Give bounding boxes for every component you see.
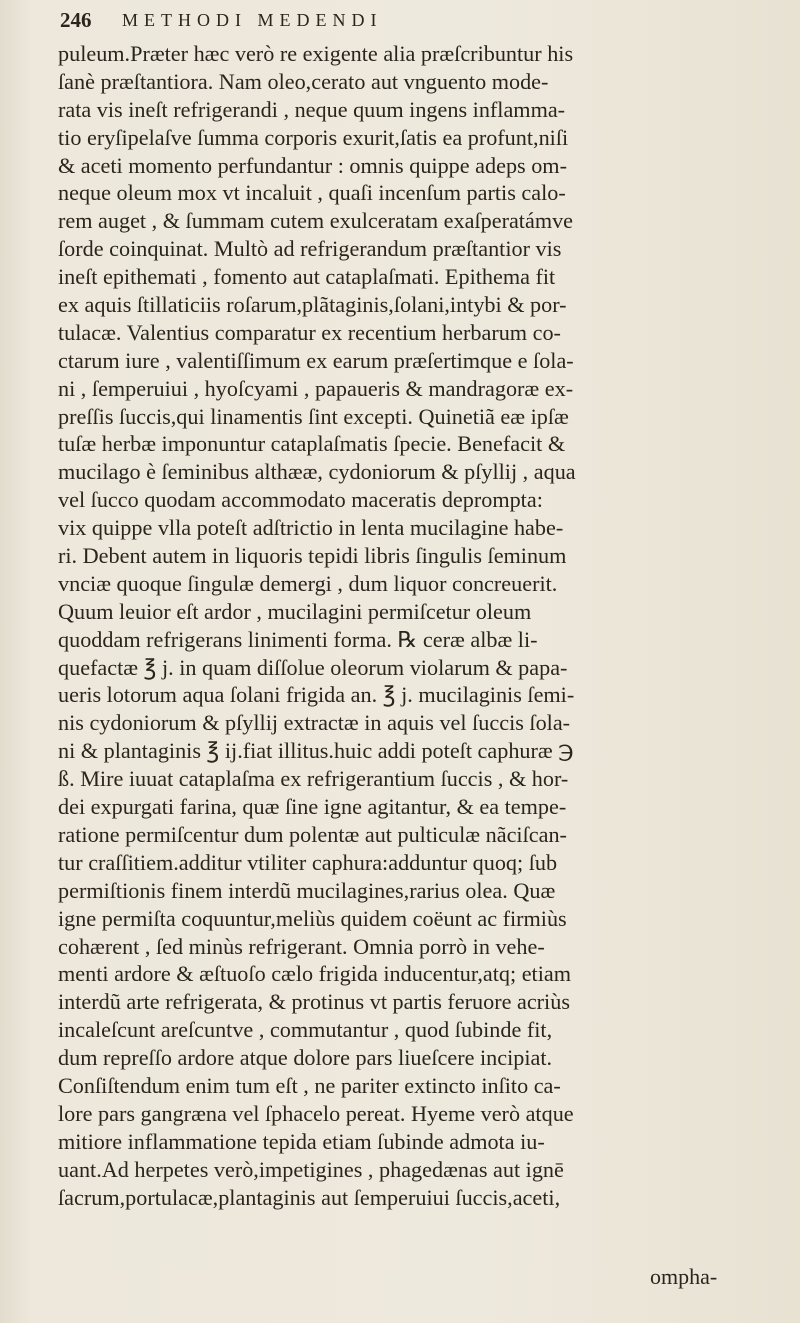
text-line: Conſiſtendum enim tum eſt , ne pariter extincto inſito ca- bbox=[58, 1072, 561, 1098]
text-line: uant.Ad herpetes verò,impetigines , phagedænas aut ignē bbox=[58, 1156, 564, 1182]
text-line: mucilago è ſeminibus althææ, cydoniorum & pſyllij , aqua bbox=[58, 459, 576, 485]
text-line: quoddam refrigerans linimenti forma. ℞ ceræ albæ li- bbox=[58, 626, 538, 652]
page-header bbox=[60, 6, 760, 36]
text-line: ni & plantaginis ℥ ij.fiat illitus.huic addi poteſt caphuræ ℈ bbox=[58, 738, 574, 764]
text-line: rem auget , & ſummam cutem exulceratam exaſperatámve bbox=[58, 208, 574, 234]
text-line: ſacrum,portulacæ,plantaginis aut ſemperuiui ſuccis,aceti, bbox=[58, 1184, 561, 1210]
text-line: ſanè præſtantiora. Nam oleo,cerato aut vnguento mode- bbox=[58, 68, 549, 94]
text-line: ex aquis ſtillaticiis roſarum,plãtaginis,ſolani,intybi & por- bbox=[58, 292, 567, 318]
text-line: ri. Debent autem in liquoris tepidi libris ſingulis ſeminum bbox=[58, 543, 567, 569]
text-line: quefactæ ℥ j. in quam diſſolue oleorum violarum & papa- bbox=[58, 654, 568, 680]
text-line: dei expurgati farina, quæ ſine igne agitantur, & ea tempe- bbox=[58, 794, 567, 820]
text-line: menti ardore & æſtuoſo cælo frigida inducentur,atq; etiam bbox=[58, 961, 571, 987]
text-line: vel ſucco quodam accommodato maceratis deprompta: bbox=[58, 487, 543, 513]
text-line: mitiore inflammatione tepida etiam ſubinde admota iu- bbox=[58, 1128, 545, 1154]
text-line: vix quippe vlla poteſt adſtrictio in lenta mucilagine habe- bbox=[58, 515, 564, 541]
text-line: igne permiſta coquuntur,meliùs quidem coëunt ac firmiùs bbox=[58, 905, 567, 931]
text-line: tio eryſipelaſve ſumma corporis exurit,ſatis ea profunt,niſi bbox=[58, 124, 569, 150]
text-line: tuſæ herbæ imponuntur cataplaſmatis ſpecie. Benefacit & bbox=[58, 431, 566, 457]
text-line: incaleſcunt areſcuntve , commutantur , quod ſubinde fit, bbox=[58, 1017, 553, 1043]
text-line: preſſis ſuccis,qui linamentis ſint excepti. Quinetiã eæ ipſæ bbox=[58, 403, 569, 429]
text-line: tur craſſitiem.additur vtiliter caphura:adduntur quoq; ſub bbox=[58, 849, 558, 875]
text-line: dum repreſſo ardore atque dolore pars liueſcere incipiat. bbox=[58, 1045, 553, 1071]
text-line: ni , ſemperuiui , hyoſcyami , papaueris & mandragoræ ex- bbox=[58, 375, 574, 401]
body-text bbox=[58, 40, 774, 1211]
text-line: ſorde coinquinat. Multò ad refrigerandum præſtantior vis bbox=[58, 236, 562, 262]
text-line: cohærent , ſed minùs refrigerant. Omnia porrò in vehe- bbox=[58, 933, 545, 959]
text-line: ctarum iure , valentiſſimum ex earum præſertimque e ſola- bbox=[58, 347, 574, 373]
catchword: ompha- bbox=[650, 1264, 718, 1289]
text-line: permiſtionis finem interdũ mucilagines,rarius olea. Quæ bbox=[58, 877, 556, 903]
running-head: METHODI MEDENDI bbox=[122, 10, 383, 30]
text-line: interdũ arte refrigerata, & protinus vt partis feruore acriùs bbox=[58, 989, 570, 1015]
text-line: lore pars gangræna vel ſphacelo pereat. Hyeme verò atque bbox=[58, 1100, 574, 1126]
text-line: rata vis ineſt refrigerandi , neque quum ingens inflamma- bbox=[58, 96, 566, 122]
text-line: & aceti momento perfundantur : omnis quippe adeps om- bbox=[58, 152, 567, 178]
text-line: ß. Mire iuuat cataplaſma ex refrigerantium ſuccis , & hor- bbox=[58, 766, 569, 792]
text-line: tulacæ. Valentius comparatur ex recentium herbarum co- bbox=[58, 319, 561, 345]
text-line: neque oleum mox vt incaluit , quaſi incenſum partis calo- bbox=[58, 180, 566, 206]
text-line: Quum leuior eſt ardor , mucilagini permiſcetur oleum bbox=[58, 598, 532, 624]
page-number: 246 bbox=[60, 8, 92, 32]
text-line: ineſt epithemati , fomento aut cataplaſmati. Epithema fit bbox=[58, 264, 556, 290]
text-line: nis cydoniorum & pſyllij extractæ in aquis vel ſuccis ſola- bbox=[58, 710, 571, 736]
text-line: ueris lotorum aqua ſolani frigida an. ℥ j. mucilaginis ſemi- bbox=[58, 682, 575, 708]
text-line: puleum.Præter hæc verò re exigente alia præſcribuntur his bbox=[58, 41, 574, 66]
text-line: vnciæ quoque ſingulæ demergi , dum liquor concreuerit. bbox=[58, 570, 558, 596]
text-line: ratione permiſcentur dum polentæ aut pulticulæ nãciſcan- bbox=[58, 821, 567, 847]
